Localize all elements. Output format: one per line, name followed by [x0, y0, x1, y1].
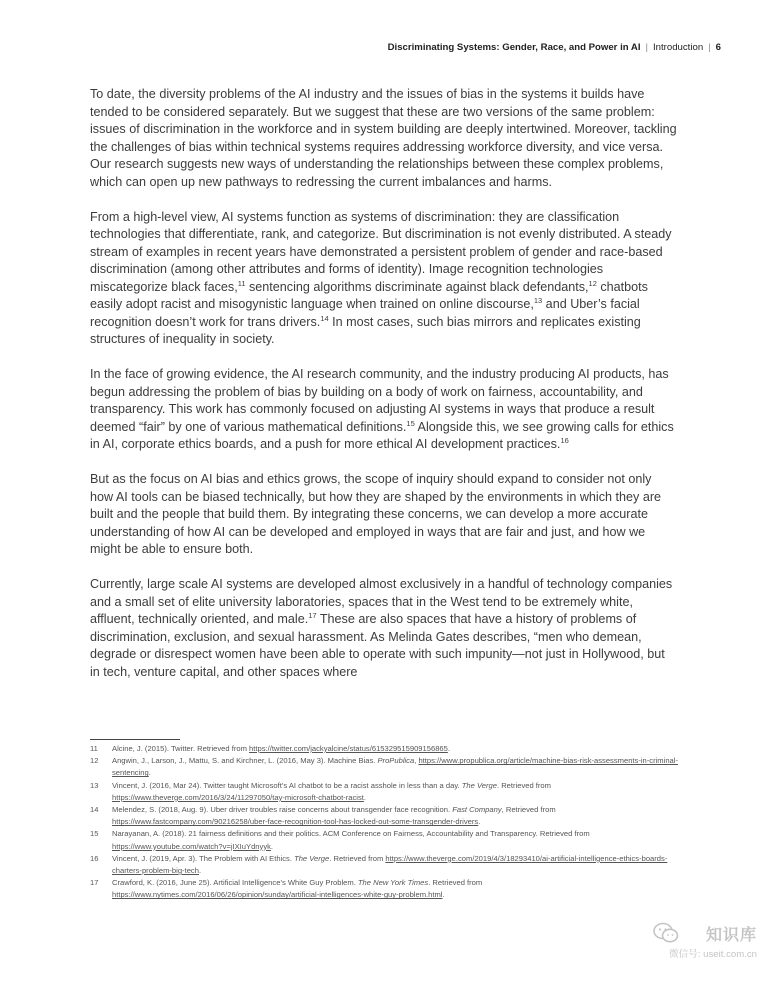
- page-number: 6: [715, 42, 721, 53]
- footnote-ref[interactable]: 14: [320, 313, 329, 323]
- paragraph-text: Alongside this, we see growing calls for ethics in AI, corporate ethics boards, and a push for more ethical AI development practices.: [90, 419, 674, 451]
- footnote: [90, 877, 680, 901]
- footnote-link[interactable]: https://twitter.com/jackyalcine/status/615329515909156865: [249, 744, 448, 753]
- footnote-ref[interactable]: 15: [406, 418, 415, 428]
- paragraph-text: sentencing algorithms discriminate against black defendants,: [245, 279, 589, 294]
- footnote-segment: ,: [414, 756, 419, 766]
- footnote-segment: .: [447, 744, 450, 753]
- footnote-text: [112, 743, 680, 755]
- footnote: [90, 780, 680, 804]
- footnote-segment: .: [198, 866, 202, 876]
- footnote-ref[interactable]: 17: [308, 610, 317, 620]
- footnote-segment: , Retrieved from: [501, 805, 556, 815]
- paragraph-text: chatbots easily adopt racist and misogynistic language when trained on online discourse,: [90, 279, 648, 311]
- footnote-ref[interactable]: 12: [588, 278, 597, 288]
- footnote-segment: Melendez, S. (2018, Aug. 9). Uber driver troubles raise concerns about transgender face recognition.: [112, 805, 453, 815]
- footnote: [90, 828, 680, 852]
- footnote-link[interactable]: https://www.youtube.com/watch?v=jIXIuYdnyyk: [112, 841, 271, 851]
- footnote-number: 15: [90, 829, 99, 839]
- watermark-subtitle: 微信号: useit.com.cn: [669, 949, 757, 960]
- footnote: [90, 755, 680, 779]
- paragraph-text: To date, the diversity problems of the AI industry and the issues of bias in the systems it builds have tended to be considered separately. But we suggest that these are two versions of the same problem: issues of discrimination in the workforce and in system building are deeply intertwined. Moreover, tackling the challenges of bias within technical systems requires addressing workforce diversity, and vice versa. Our research suggests new ways of understanding the relationships between these complex problems, which can open up new pathways to redressing the current imbalances and harms.: [90, 87, 677, 189]
- paragraph-text: In most cases, such bias mirrors and replicates existing structures of inequality in society.: [90, 314, 641, 346]
- footnote-divider: [90, 739, 180, 740]
- footnote-number: 16: [90, 853, 99, 863]
- footnote-link[interactable]: https://www.theverge.com/2019/4/3/18293410/ai-artificial-intelligence-ethics-boards-charters-problem-big-tech: [112, 853, 668, 876]
- footnote-number: 14: [90, 805, 99, 815]
- publication-name: The New York Times: [357, 878, 429, 888]
- footnote: [90, 743, 680, 755]
- footnote-segment: .: [363, 792, 366, 802]
- footnote-link[interactable]: https://www.fastcompany.com/90216258/uber-face-recognition-tool-has-locked-out-some-transgender-drivers: [112, 817, 479, 827]
- footnote-segment: . Retrieved from: [428, 878, 483, 888]
- publication-name: ProPublica: [377, 756, 415, 766]
- footnote-link[interactable]: https://www.propublica.org/article/machine-bias-risk-assessments-in-criminal-sentencing: [112, 756, 678, 778]
- paragraph-text: Currently, large scale AI systems are developed almost exclusively in a handful of technology companies and a small set of elite university laboratories, spaces that in the West tend to be extremely white, affluent, technically oriented, and male.: [90, 577, 673, 626]
- footnote-segment: Crawford, K. (2016, June 25). Artificial Intelligence’s White Guy Problem.: [112, 878, 358, 888]
- footnote-text: [112, 780, 680, 804]
- footnote-number: 12: [90, 756, 99, 766]
- footnote-number: 11: [90, 744, 98, 753]
- watermark: [645, 922, 757, 968]
- footnote: [90, 804, 680, 828]
- footnote-link[interactable]: https://www.nytimes.com/2016/06/26/opinion/sunday/artificial-intelligences-white-guy-problem.html: [112, 890, 443, 900]
- footnote-segment: . Retrieved from: [496, 780, 551, 790]
- footnote-text: [112, 804, 680, 828]
- paragraph-text: In the face of growing evidence, the AI research community, and the industry producing AI products, has begun addressing the problem of bias by building on a body of work on fairness, accountability, and transparency. This work has commonly focused on adjusting AI systems in ways that produce a result deemed “fair” by one of various mathematical definitions.: [90, 367, 669, 434]
- footnote-text: [112, 877, 680, 901]
- footnote-segment: .: [148, 768, 151, 778]
- footnote-segment: .: [478, 817, 481, 827]
- paragraph: [90, 209, 678, 349]
- footnote-segment: .: [270, 841, 274, 851]
- footnotes: [90, 743, 680, 902]
- footnote-segment: Vincent, J. (2016, Mar 24). Twitter taught Microsoft’s AI chatbot to be a racist asshole in less than a day.: [112, 780, 462, 790]
- footnote-ref[interactable]: 13: [533, 295, 543, 305]
- paragraph: [90, 471, 678, 559]
- footnote-text: [112, 755, 680, 779]
- paragraph-text: and Uber’s facial recognition doesn’t work for trans drivers.: [90, 297, 640, 329]
- footnote: [90, 853, 680, 877]
- paragraph-text: But as the focus on AI bias and ethics grows, the scope of inquiry should expand to consider not only how AI tools can be biased technically, but how they are shaped by the environments in which they are built and the people that build them. By integrating these concerns, we can develop a more accurate understanding of how AI can be developed and employed in ways that are fair and just, and how we might be able to ensure both.: [90, 472, 662, 556]
- paragraph-text: These are also spaces that have a history of problems of discrimination, exclusion, and sexual harassment. As Melinda Gates describes, “men who demean, degrade or disrespect women have been able to operate with such impunity—not just in Hollywood, but in tech, venture capital, and other spaces where: [90, 612, 665, 679]
- footnote-ref[interactable]: 16: [560, 435, 569, 445]
- publication-name: The Verge: [294, 853, 330, 863]
- footnote-segment: Vincent, J. (2019, Apr. 3). The Problem with AI Ethics.: [112, 853, 295, 863]
- footnote-number: 13: [90, 780, 99, 790]
- footnote-segment: .: [442, 890, 445, 900]
- footnote-number: 17: [90, 878, 99, 888]
- footnote-segment: Narayanan, A. (2018). 21 fairness definitions and their politics. ACM Conference on Fairness, Accountability and Transparency. Retrieved from: [112, 829, 590, 839]
- body-text: [90, 86, 678, 699]
- publication-name: Fast Company: [452, 805, 502, 815]
- publication-name: The Verge: [461, 780, 497, 790]
- wechat-icon: [653, 922, 679, 944]
- report-title: Discriminating Systems: Gender, Race, and Power in AI: [387, 42, 641, 53]
- footnote-text: [112, 853, 680, 877]
- footnote-link[interactable]: https://www.theverge.com/2016/3/24/11297050/tay-microsoft-chatbot-racist: [112, 792, 364, 802]
- footnote-segment: Angwin, J., Larson, J., Mattu, S. and Kirchner, L. (2016, May 3). Machine Bias.: [112, 756, 378, 766]
- running-header: Discriminating Systems: Gender, Race, and Power in AI | Introduction | 6: [387, 42, 721, 53]
- footnote-ref[interactable]: 11: [237, 278, 246, 288]
- paragraph: [90, 86, 678, 191]
- paragraph: [90, 366, 678, 454]
- footnote-segment: Alcine, J. (2015). Twitter. Retrieved from: [112, 744, 250, 753]
- section-name: Introduction: [653, 42, 704, 53]
- paragraph-text: From a high-level view, AI systems function as systems of discrimination: they are classification technologies that differentiate, rank, and categorize. But discrimination is not evenly distributed. A steady stream of examples in recent years have demonstrated a persistent problem of gender and race-based discrimination (among other attributes and forms of identity). Image recognition technologies miscategorize black faces,: [90, 209, 672, 294]
- footnote-text: [112, 828, 680, 852]
- paragraph: [90, 576, 678, 681]
- footnote-segment: . Retrieved from: [329, 853, 386, 863]
- watermark-name: 知识库: [705, 927, 757, 944]
